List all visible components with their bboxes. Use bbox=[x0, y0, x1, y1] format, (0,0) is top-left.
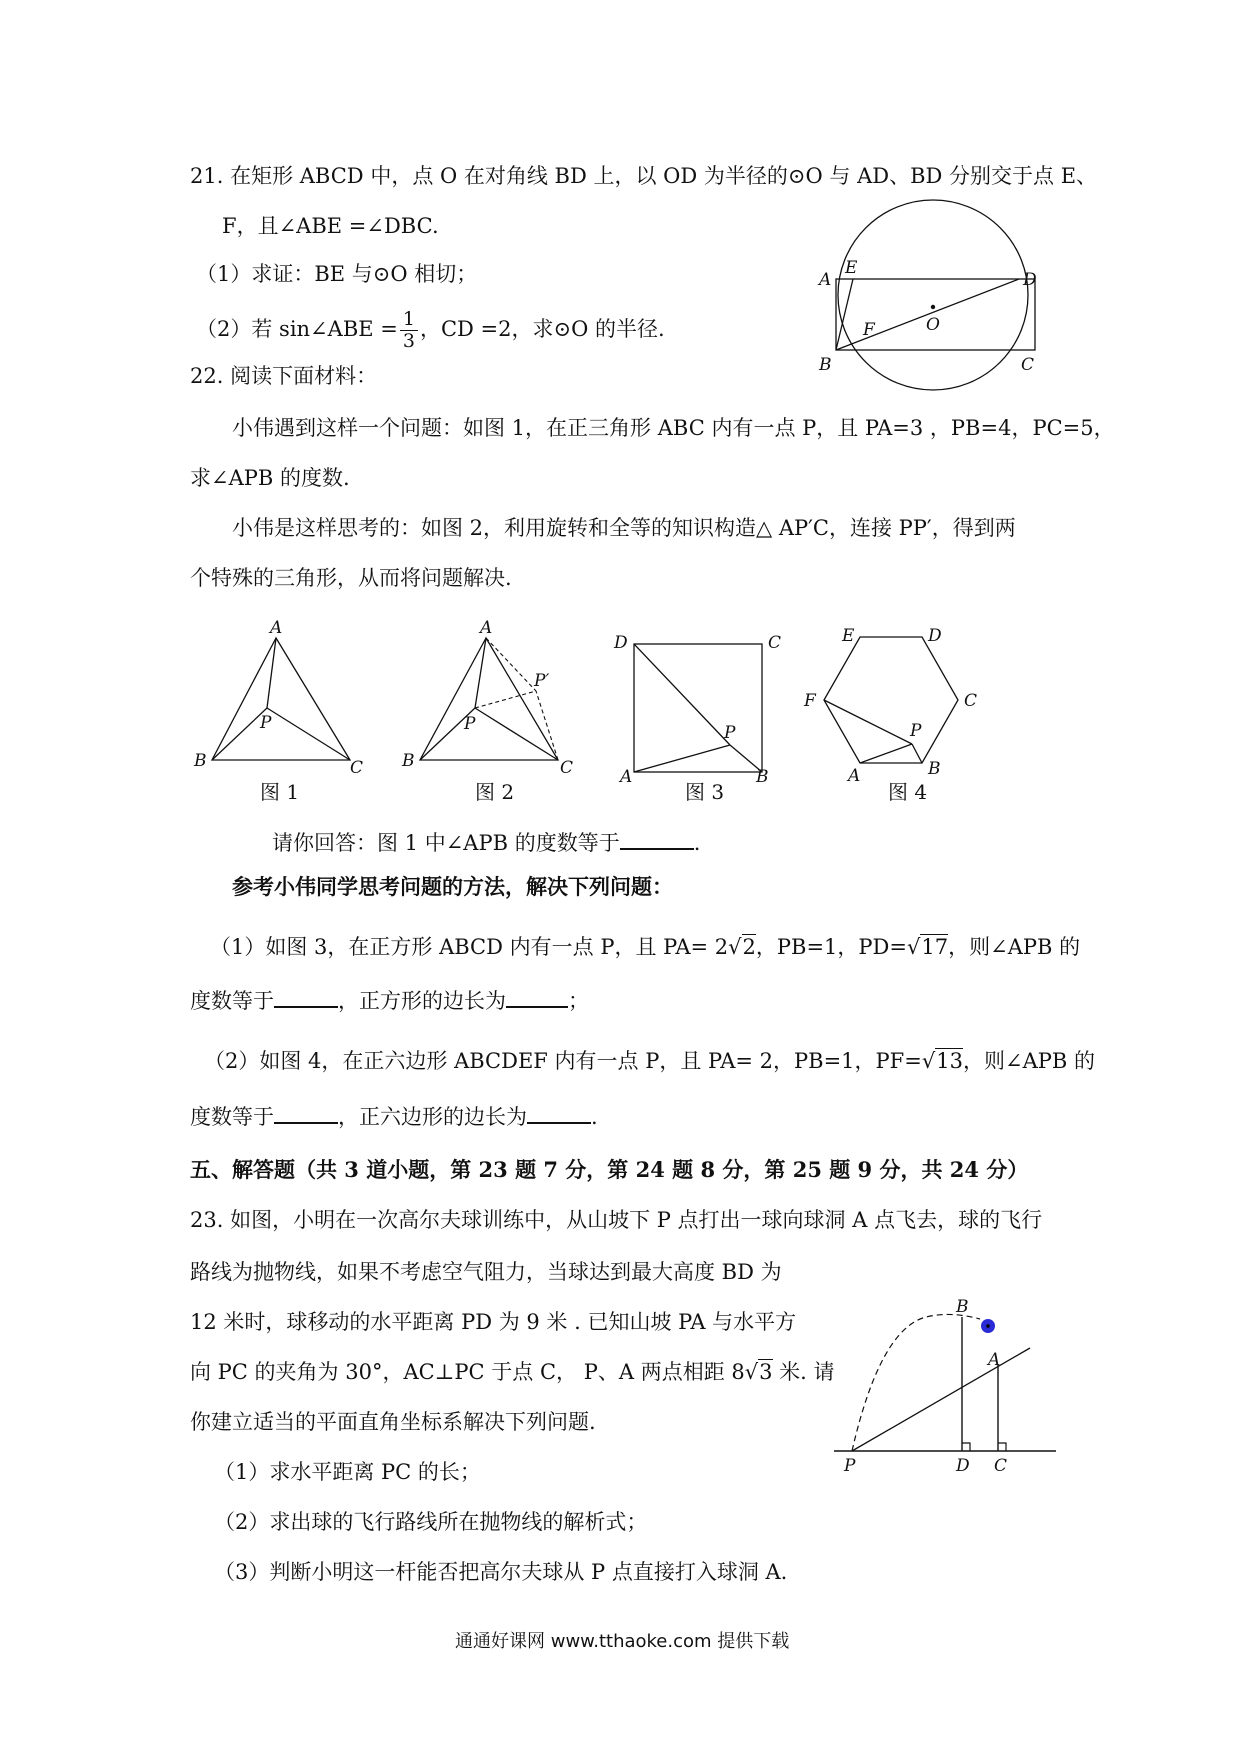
q21-circle bbox=[838, 200, 1028, 390]
fig1-label-p: P bbox=[260, 713, 272, 733]
q22-p2-line2-a: 度数等于 bbox=[190, 1105, 274, 1129]
q23-line1: 23. 如图，小明在一次高尔夫球训练中，从山坡下 P 点打出一球向球洞 A 点飞去，球的飞行 bbox=[190, 1208, 1043, 1232]
q22-para1-line2: 求∠APB 的度数. bbox=[190, 466, 350, 490]
fig1-label-c: C bbox=[350, 758, 364, 778]
fig4-label-b: B bbox=[928, 759, 941, 779]
q21-center-dot bbox=[931, 305, 935, 309]
fig2-label-b: B bbox=[402, 751, 415, 771]
fig4-pb bbox=[912, 744, 922, 763]
fig2-label-a: A bbox=[480, 618, 493, 638]
q21-fraction-den: 3 bbox=[402, 329, 415, 352]
fig2-pp-prime bbox=[475, 691, 536, 708]
q22-caption4: 图 4 bbox=[888, 780, 928, 804]
q21-label-c: C bbox=[1021, 355, 1035, 375]
q22-figure1 bbox=[190, 620, 380, 780]
q21-figure bbox=[815, 205, 1045, 395]
fig3-pd bbox=[634, 644, 730, 745]
q22-p1-radicand-b: 17 bbox=[921, 935, 949, 959]
q21-fraction bbox=[400, 309, 418, 352]
q22-answer-prompt-end: . bbox=[693, 831, 701, 855]
q22-answer-blank[interactable] bbox=[620, 830, 694, 850]
q21-label-e: E bbox=[845, 258, 858, 278]
q23-part1: （1）求水平距离 PC 的长； bbox=[214, 1460, 481, 1484]
fig3-square bbox=[634, 644, 762, 772]
q22-p1-line2-c: ； bbox=[568, 989, 589, 1013]
q23-part2: （2）求出球的飞行路线所在抛物线的解析式； bbox=[214, 1510, 648, 1534]
q22-answer-prompt-text: 请你回答：图 1 中∠APB 的度数等于 bbox=[272, 831, 620, 855]
q23-line3: 12 米时，球移动的水平距离 PD 为 9 米 . 已知山坡 PA 与水平方 bbox=[190, 1310, 797, 1334]
fig4-label-c: C bbox=[964, 691, 978, 711]
fig3-label-p: P bbox=[724, 723, 736, 743]
q22-figure4 bbox=[800, 620, 1000, 786]
q23-line2: 路线为抛物线，如果不考虑空气阻力，当球达到最大高度 BD 为 bbox=[190, 1260, 782, 1284]
fig1-triangle bbox=[212, 638, 350, 760]
q23-trajectory bbox=[852, 1314, 980, 1451]
q22-answer-prompt bbox=[272, 830, 700, 856]
q22-caption3: 图 3 bbox=[685, 780, 725, 804]
q21-part2-b: ，CD =2，求⊙O 的半径. bbox=[419, 316, 665, 341]
q22-p2-angle-blank[interactable] bbox=[274, 1104, 338, 1124]
q22-figure3 bbox=[610, 620, 790, 787]
q22-p1-text-b: ，PB=1，PD= bbox=[755, 935, 907, 959]
q22-p1-text-c: ，则∠APB 的 bbox=[948, 935, 1081, 959]
fig1-label-b: B bbox=[194, 751, 207, 771]
q22-para2-line1: 小伟是这样思考的：如图 2，利用旋转和全等的知识构造△ AP′C，连接 PP′，得到两 bbox=[232, 516, 1016, 540]
q23-sqrt-sign: √ bbox=[744, 1360, 759, 1384]
q22-caption2: 图 2 bbox=[475, 780, 515, 804]
q21-label-b: B bbox=[819, 355, 832, 375]
q23-label-p: P bbox=[844, 1456, 856, 1476]
q22-caption1: 图 1 bbox=[260, 780, 300, 804]
fig4-label-e: E bbox=[842, 626, 855, 646]
fig4-label-p: P bbox=[910, 721, 922, 741]
q23-label-c: C bbox=[994, 1456, 1008, 1476]
q21-part2-a: （2）若 sin∠ABE = bbox=[196, 316, 398, 341]
q22-p1-side-blank[interactable] bbox=[506, 988, 568, 1008]
q22-p2-sqrt-sign: √ bbox=[921, 1049, 936, 1073]
q23-line4 bbox=[190, 1360, 835, 1385]
q21-line1: 21. 在矩形 ABCD 中，点 O 在对角线 BD 上，以 OD 为半径的⊙O 与 AD、BD 分别交于点 E、 bbox=[190, 164, 1098, 188]
q22-p2-line1 bbox=[204, 1049, 1095, 1074]
fig4-pa bbox=[860, 744, 912, 763]
q21-label-f: F bbox=[863, 320, 875, 340]
fig1-pb bbox=[212, 708, 267, 760]
q23-line5: 你建立适当的平面直角坐标系解决下列问题. bbox=[190, 1410, 596, 1434]
q22-para2-line2: 个特殊的三角形，从而将问题解决. bbox=[190, 566, 512, 590]
fig2-label-p-prime: P′ bbox=[534, 671, 550, 691]
q22-p1-line2 bbox=[190, 988, 589, 1014]
fig3-label-a: A bbox=[620, 767, 633, 787]
q23-right-angle-d bbox=[962, 1443, 970, 1451]
q23-label-a: A bbox=[988, 1350, 1001, 1370]
fig4-label-a: A bbox=[848, 766, 861, 786]
fig2-label-c: C bbox=[560, 758, 574, 778]
q22-p2-line2 bbox=[190, 1104, 598, 1130]
fig3-label-d: D bbox=[614, 633, 628, 653]
q23-line4-a: 向 PC 的夹角为 30°，AC⊥PC 于点 C， P、A 两点相距 8 bbox=[190, 1360, 745, 1384]
section5-title: 五、解答题（共 3 道小题，第 23 题 7 分，第 24 题 8 分，第 25 题 9 分，共 24 分） bbox=[190, 1157, 1029, 1182]
q22-p2-radicand: 13 bbox=[936, 1049, 963, 1073]
q23-slope-pa bbox=[852, 1348, 1030, 1451]
fig2-triangle bbox=[420, 638, 558, 760]
q22-p1-line1 bbox=[210, 935, 1080, 960]
q23-part3: （3）判断小明这一杆能否把高尔夫球从 P 点直接打入球洞 A. bbox=[214, 1560, 788, 1584]
q22-p1-line2-b: ，正方形的边长为 bbox=[338, 989, 506, 1013]
fig1-label-a: A bbox=[270, 618, 283, 638]
q22-p2-text-b: ，则∠APB 的 bbox=[962, 1049, 1095, 1073]
q21-part2 bbox=[196, 309, 665, 352]
fig1-pc bbox=[267, 708, 350, 760]
q22-p1-text-a: （1）如图 3，在正方形 ABCD 内有一点 P，且 PA= 2 bbox=[210, 935, 729, 959]
fig4-hexagon bbox=[824, 637, 958, 763]
q22-p1-sqrt-sign-b: √ bbox=[906, 935, 921, 959]
q23-label-b: B bbox=[956, 1297, 969, 1317]
fig2-cp-prime bbox=[536, 691, 558, 760]
page-footer: 通通好课网 www.tthaoke.com 提供下载 bbox=[455, 1631, 790, 1652]
fig2-ap-prime bbox=[486, 638, 536, 691]
fig2-label-p: P bbox=[464, 714, 476, 734]
q22-p2-text-a: （2）如图 4，在正六边形 ABCDEF 内有一点 P，且 PA= 2，PB=1，PF= bbox=[204, 1049, 922, 1073]
q21-label-d: D bbox=[1023, 270, 1037, 290]
q22-p1-line2-a: 度数等于 bbox=[190, 989, 274, 1013]
fig3-label-c: C bbox=[768, 633, 782, 653]
q23-label-d: D bbox=[956, 1456, 970, 1476]
q21-fraction-num: 1 bbox=[400, 309, 418, 331]
q23-figure bbox=[830, 1265, 1060, 1480]
q22-method: 参考小伟同学思考问题的方法，解决下列问题： bbox=[232, 874, 673, 899]
q21-line2: F，且∠ABE =∠DBC. bbox=[222, 214, 439, 238]
q22-header: 22. 阅读下面材料： bbox=[190, 364, 378, 388]
fig2-pc bbox=[475, 708, 558, 760]
q23-golf-ball-center bbox=[986, 1324, 990, 1328]
q21-label-o: O bbox=[926, 315, 940, 335]
fig4-label-d: D bbox=[928, 626, 942, 646]
q22-p2-line2-c: . bbox=[591, 1105, 598, 1129]
q22-p1-angle-blank[interactable] bbox=[274, 988, 338, 1008]
fig4-label-f: F bbox=[804, 691, 816, 711]
q22-p1-radicand-a: 2 bbox=[742, 935, 756, 959]
q22-figure2 bbox=[400, 620, 600, 780]
q22-para1-line1: 小伟遇到这样一个问题：如图 1，在正三角形 ABC 内有一点 P，且 PA=3 ，PB=4，PC=5， bbox=[232, 416, 1115, 440]
q22-p2-side-blank[interactable] bbox=[527, 1104, 591, 1124]
q23-line4-b: 米. 请 bbox=[772, 1360, 835, 1384]
fig1-pa bbox=[267, 638, 276, 708]
q21-label-a: A bbox=[819, 270, 832, 290]
q23-radicand: 3 bbox=[759, 1360, 773, 1384]
fig3-label-b: B bbox=[756, 767, 769, 787]
q22-p2-line2-b: ，正六边形的边长为 bbox=[338, 1105, 527, 1129]
q23-right-angle-c bbox=[998, 1443, 1006, 1451]
q21-part1: （1）求证：BE 与⊙O 相切； bbox=[196, 262, 478, 286]
fig3-pa bbox=[634, 745, 730, 772]
q22-p1-sqrt-sign-a: √ bbox=[728, 935, 742, 959]
